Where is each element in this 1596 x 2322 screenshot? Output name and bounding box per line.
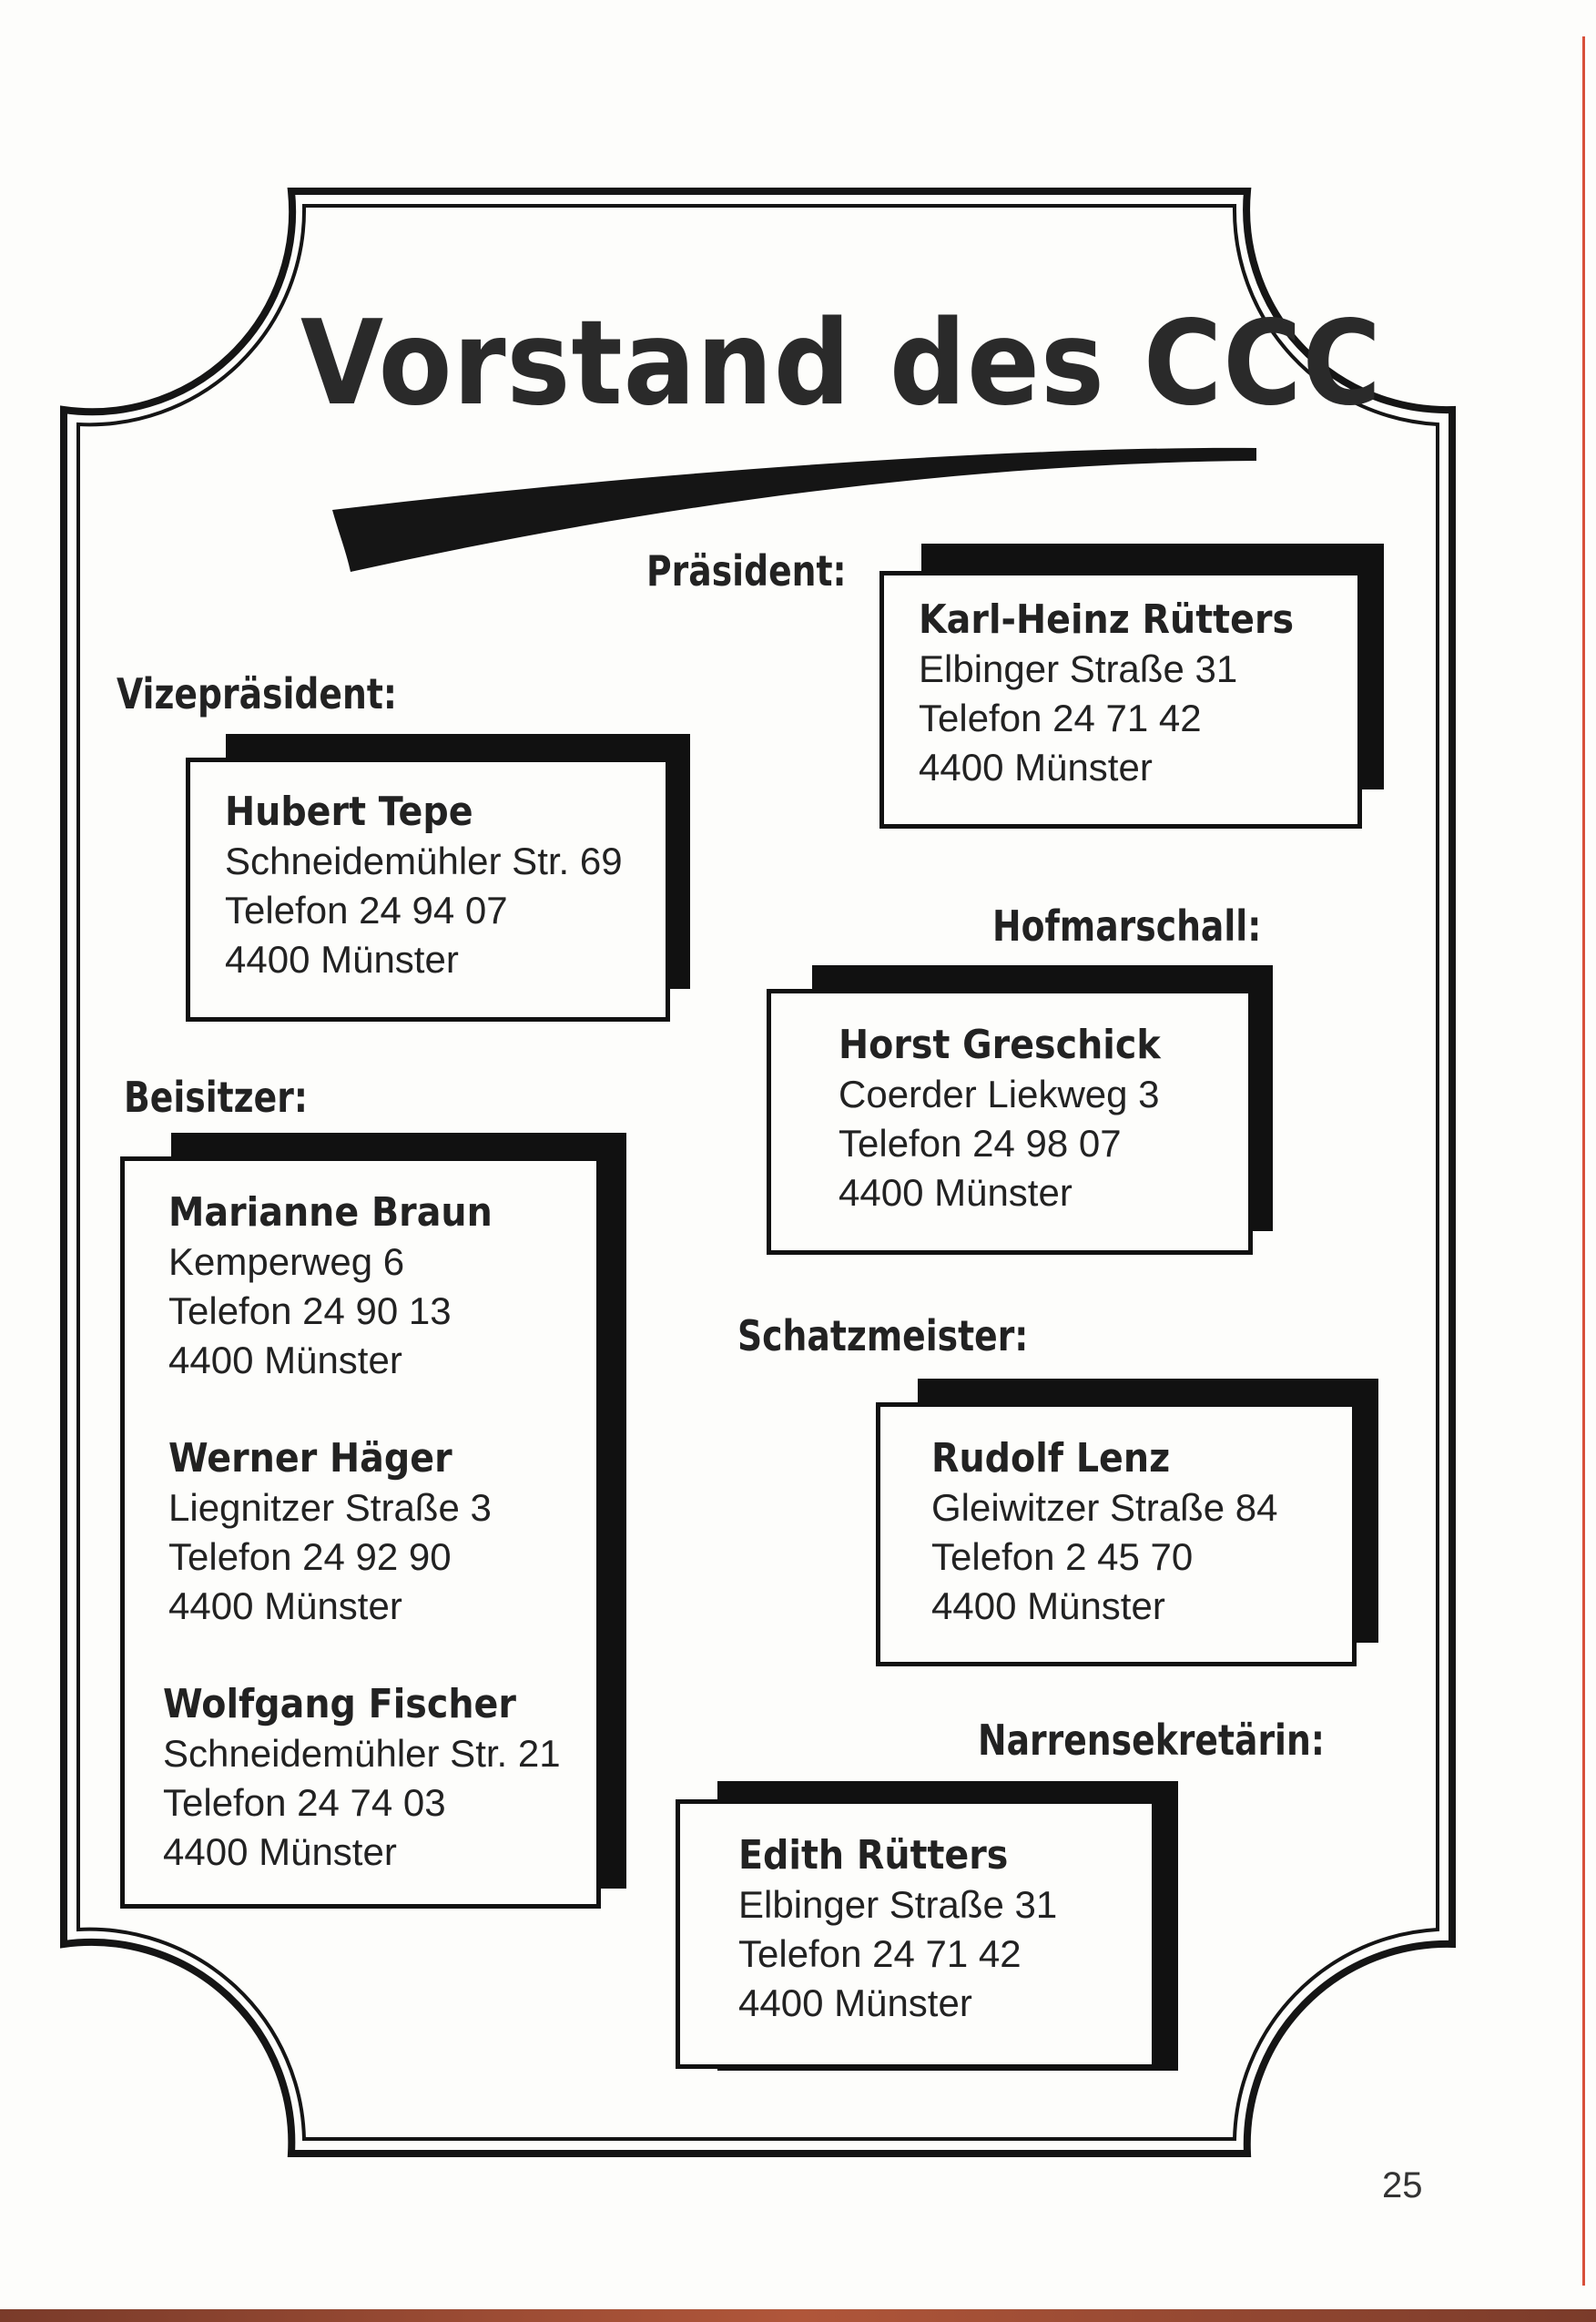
person-city: 4400 Münster (919, 746, 1153, 789)
person-street: Gleiwitzer Straße 84 (931, 1486, 1278, 1529)
person-street: Schneidemühler Str. 69 (225, 840, 623, 882)
person-name: Hubert Tepe (225, 789, 473, 835)
person-entry (919, 596, 1336, 792)
person-street: Kemperweg 6 (168, 1240, 405, 1283)
person-phone: Telefon 24 92 90 (168, 1535, 452, 1578)
person-entry (168, 1434, 492, 1631)
person-phone: Telefon 2 45 70 (931, 1535, 1194, 1578)
role-beisitzer: Beisitzer: (124, 1073, 308, 1122)
person-name: Marianne Braun (168, 1189, 493, 1236)
role-narrensekretaerin: Narrensekretärin: (978, 1716, 1325, 1765)
person-entry (738, 1831, 1057, 2028)
person-phone: Telefon 24 98 07 (839, 1122, 1122, 1165)
person-name: Horst Greschick (839, 1022, 1161, 1068)
person-name: Edith Rütters (738, 1832, 1009, 1879)
person-city: 4400 Münster (163, 1830, 397, 1873)
person-entry (225, 788, 623, 984)
page-title: Vorstand des CCC (300, 296, 1382, 432)
card-box (120, 1156, 601, 1909)
person-city: 4400 Münster (931, 1584, 1165, 1627)
person-street: Elbinger Straße 31 (738, 1883, 1058, 1926)
person-street: Schneidemühler Str. 21 (163, 1732, 561, 1775)
role-praesident: Präsident: (646, 546, 847, 596)
card-box (876, 1402, 1357, 1666)
person-phone: Telefon 24 90 13 (168, 1289, 452, 1332)
person-name: Rudolf Lenz (931, 1435, 1171, 1482)
person-phone: Telefon 24 74 03 (163, 1781, 446, 1824)
person-phone: Telefon 24 71 42 (738, 1932, 1022, 1975)
person-entry (168, 1188, 528, 1385)
role-schatzmeister: Schatzmeister: (737, 1311, 1029, 1360)
person-street: Elbinger Straße 31 (919, 647, 1238, 690)
card-box (879, 571, 1362, 829)
person-city: 4400 Münster (168, 1339, 402, 1381)
person-name: Werner Häger (168, 1435, 452, 1482)
page-number: 25 (1382, 2165, 1423, 2205)
person-entry (931, 1434, 1277, 1631)
person-entry (839, 1021, 1196, 1217)
person-phone: Telefon 24 94 07 (225, 889, 508, 932)
person-phone: Telefon 24 71 42 (919, 697, 1202, 739)
person-street: Coerder Liekweg 3 (839, 1073, 1160, 1115)
card-box (767, 989, 1253, 1255)
card-box (186, 758, 670, 1022)
person-name: Karl-Heinz Rütters (919, 596, 1295, 643)
person-city: 4400 Münster (839, 1171, 1072, 1214)
person-city: 4400 Münster (738, 1981, 972, 2024)
role-vizepraesident: Vizepräsident: (117, 669, 397, 718)
role-hofmarschall: Hofmarschall: (992, 901, 1262, 951)
person-city: 4400 Münster (168, 1584, 402, 1627)
card-box (676, 1799, 1156, 2069)
person-entry (163, 1680, 561, 1877)
person-city: 4400 Münster (225, 938, 459, 981)
person-name: Wolfgang Fischer (163, 1681, 516, 1727)
person-street: Liegnitzer Straße 3 (168, 1486, 492, 1529)
